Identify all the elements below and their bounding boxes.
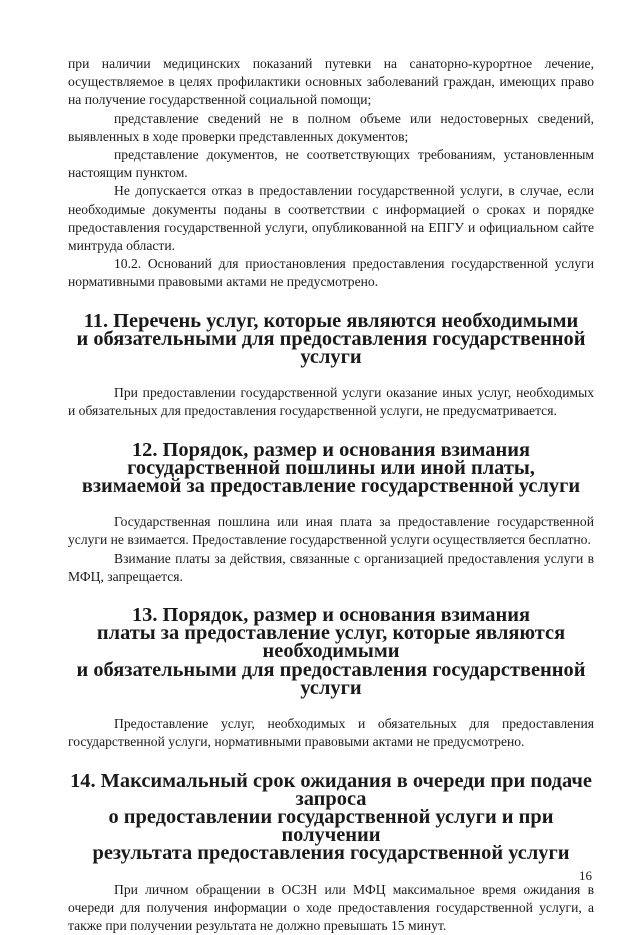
paragraph: Не допускается отказ в предоставлении государственной услуги, в случае, если необходимые документы поданы в соответствии с информацией о сроках и порядке предоставления государственной услуги, опубликованной на ЕПГУ и официальном сайте минтруда области.: [68, 183, 594, 254]
paragraph: При личном обращении в ОСЗН или МФЦ максимальное время ожидания в очереди для получения информации о ходе предоставления государственной услуги, а также при получении результата не должно превышать 15 минут.: [68, 881, 594, 933]
page-number: 16: [579, 868, 592, 883]
paragraph: При предоставлении государственной услуги оказание иных услуг, необходимых и обязательных для предоставления государственной услуги, не предусматривается.: [68, 385, 594, 419]
spacer: [68, 366, 594, 384]
spacer: [68, 495, 594, 513]
spacer: [68, 863, 594, 881]
heading-line: 13. Порядок, размер и основания взимания: [131, 604, 531, 627]
paragraph: Государственная пошлина или иная плата за предоставление государственной услуги не взимается. Предоставление государственной услуги осуществляется бесплатно.: [68, 514, 594, 548]
heading-line: взимаемой за предоставление государственной услуги: [81, 475, 581, 498]
page-body: [68, 55, 594, 935]
heading-line: и обязательными для предоставления государственной услуги: [76, 658, 586, 699]
section-12-heading: [68, 438, 594, 498]
spacer: [68, 421, 594, 441]
heading-line: и обязательными для предоставления государственной услуги: [76, 327, 586, 369]
section-14-heading: [68, 769, 594, 865]
heading-line: 11. Перечень услуг, которые являются необходимыми: [83, 309, 579, 332]
heading-line: государственной пошлины или иной платы,: [127, 456, 535, 479]
spacer: [68, 292, 594, 312]
heading-line: результата предоставления государственной услуги: [92, 842, 570, 865]
spacer: [68, 752, 594, 772]
heading-line: о предоставлении государственной услуги и при получении: [108, 805, 554, 847]
spacer: [68, 586, 594, 606]
heading-line: платы за предоставление услуг, которые являются необходимыми: [96, 622, 566, 663]
section-11-heading: [68, 309, 594, 369]
section-13-heading: [68, 606, 594, 697]
paragraph: при наличии медицинских показаний путевки на санаторно-курортное лечение, осуществляемое в целях профилактики основных заболеваний граждан, имеющих право на получение государственной социальной помощи;: [68, 56, 594, 108]
heading-line: 12. Порядок, размер и основания взимания: [131, 438, 531, 461]
paragraph: Взимание платы за действия, связанные с организацией предоставления услуги в МФЦ, запрещается.: [68, 550, 594, 584]
spacer: [68, 697, 594, 715]
paragraph: представление документов, не соответствующих требованиям, установленным настоящим пунктом.: [68, 147, 594, 181]
paragraph: 10.2. Оснований для приостановления предоставления государственной услуги нормативными правовыми актами не предусмотрено.: [68, 256, 594, 290]
heading-line: 14. Максимальный срок ожидания в очереди при подаче запроса: [70, 769, 592, 810]
paragraph: представление сведений не в полном объеме или недостоверных сведений, выявленных в ходе проверки представленных документов;: [68, 110, 594, 144]
paragraph: Предоставление услуг, необходимых и обязательных для предоставления государственной услуги, нормативными правовыми актами не предусмотрено.: [68, 716, 594, 750]
